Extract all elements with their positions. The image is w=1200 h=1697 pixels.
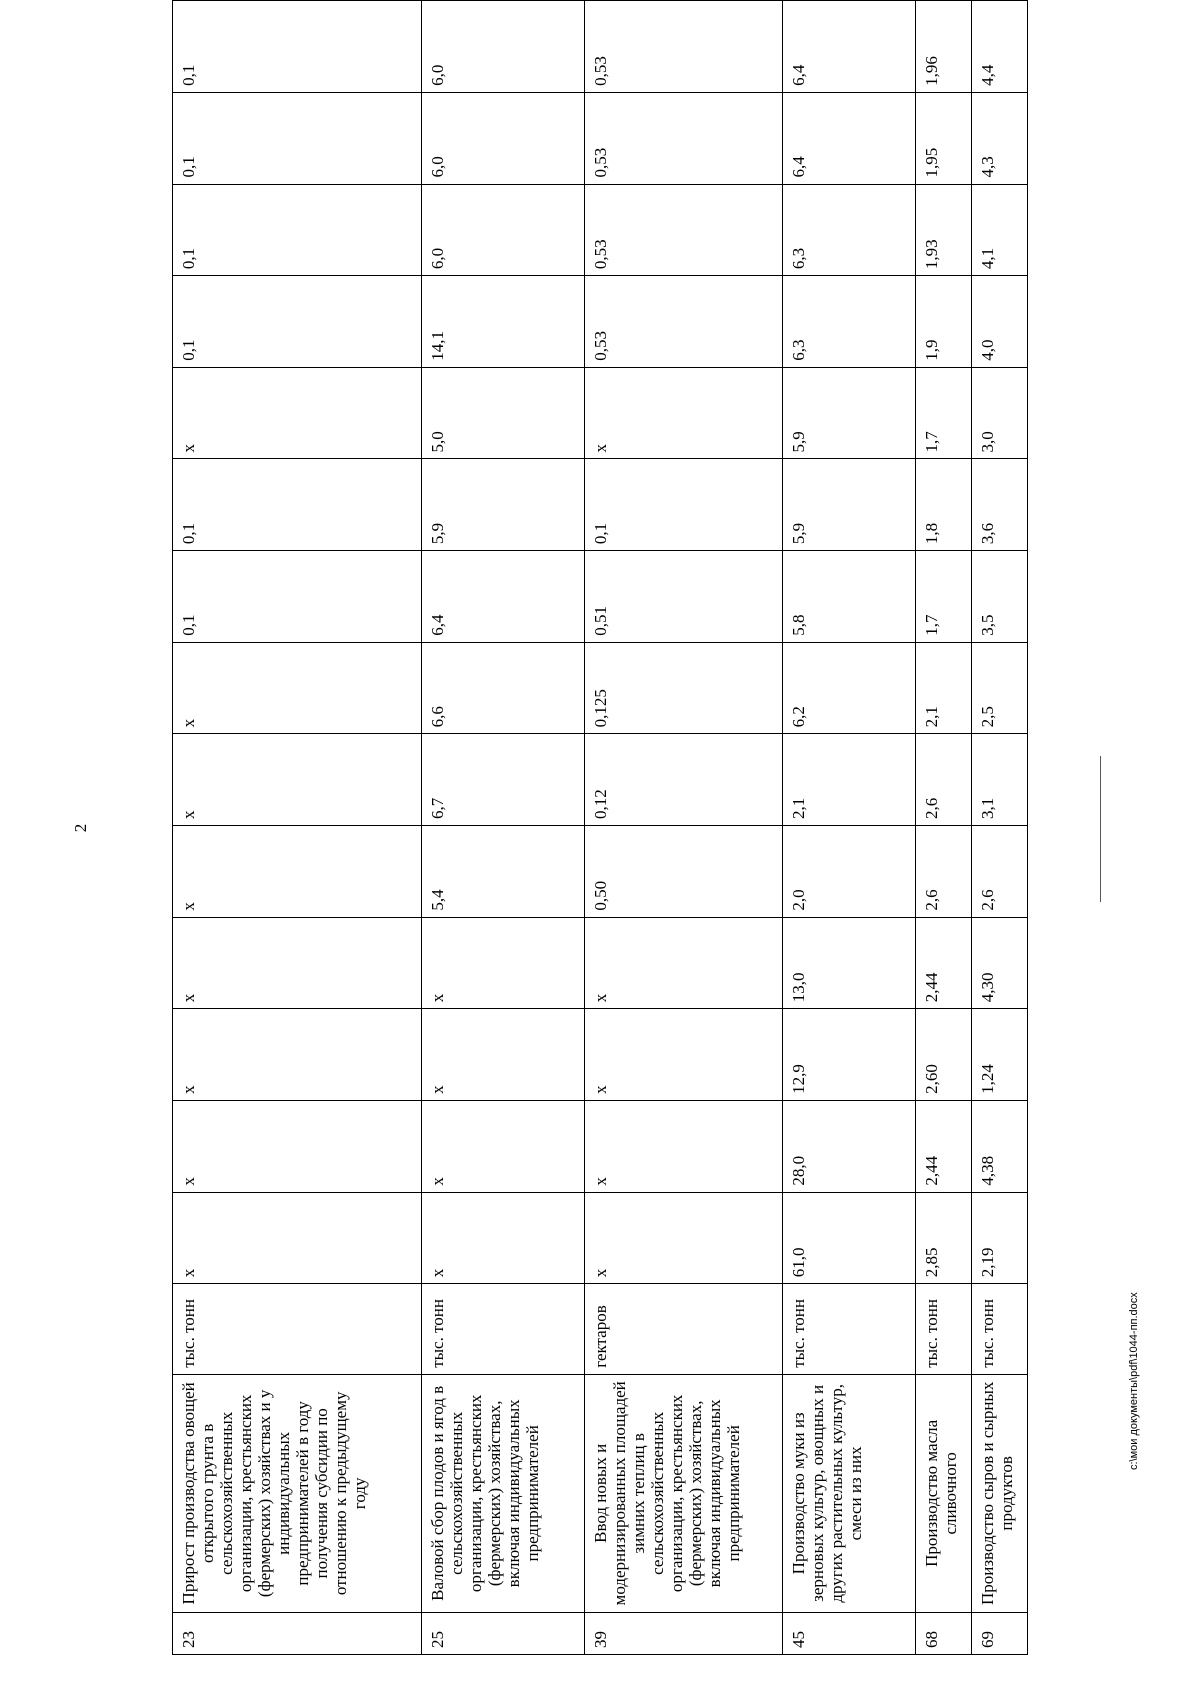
value-cell: 1,7	[916, 367, 972, 459]
value-cell: 2,44	[916, 1100, 972, 1192]
unit-cell: тыс. тонн	[972, 1284, 1028, 1375]
value-cell: х	[421, 1009, 584, 1101]
value-cell: 0,53	[584, 184, 782, 276]
file-path-footer: c:\мои документы\pdf\1044-пп.docx	[1128, 1292, 1140, 1470]
indicator-table-rotated	[172, 0, 1028, 1655]
value-cell: 5,9	[421, 459, 584, 551]
value-cell: 0,51	[584, 551, 782, 643]
row-number-cell: 23	[173, 1612, 422, 1654]
value-cell: 0,1	[173, 1, 422, 93]
value-cell: х	[173, 1009, 422, 1101]
table-row	[173, 1, 422, 1655]
value-cell: х	[584, 917, 782, 1009]
value-cell: 6,2	[783, 642, 916, 734]
value-cell: х	[584, 1100, 782, 1192]
value-cell: 6,3	[783, 276, 916, 368]
value-cell: х	[421, 1100, 584, 1192]
value-cell: 4,3	[972, 92, 1028, 184]
table-row	[972, 1, 1028, 1655]
value-cell: 5,8	[783, 551, 916, 643]
value-cell: 2,19	[972, 1192, 1028, 1284]
value-cell: 4,30	[972, 917, 1028, 1009]
value-cell: х	[421, 1192, 584, 1284]
value-cell: 2,85	[916, 1192, 972, 1284]
value-cell: 3,1	[972, 734, 1028, 826]
value-cell: 6,0	[421, 92, 584, 184]
value-cell: 6,6	[421, 642, 584, 734]
unit-cell: тыс. тонн	[916, 1284, 972, 1375]
unit-cell: тыс. тонн	[421, 1284, 584, 1375]
value-cell: 6,4	[421, 551, 584, 643]
row-number-cell: 25	[421, 1612, 584, 1654]
row-number-cell: 68	[916, 1612, 972, 1654]
value-cell: 6,3	[783, 184, 916, 276]
value-cell: 4,4	[972, 1, 1028, 93]
unit-cell: тыс. тонн	[783, 1284, 916, 1375]
value-cell: 2,6	[916, 826, 972, 918]
table-row	[421, 1, 584, 1655]
value-cell: х	[173, 917, 422, 1009]
row-number-cell: 45	[783, 1612, 916, 1654]
value-cell: х	[173, 367, 422, 459]
value-cell: х	[173, 826, 422, 918]
value-cell: х	[173, 642, 422, 734]
value-cell: 2,60	[916, 1009, 972, 1101]
value-cell: 0,53	[584, 92, 782, 184]
value-cell: 28,0	[783, 1100, 916, 1192]
row-number-cell: 69	[972, 1612, 1028, 1654]
value-cell: 13,0	[783, 917, 916, 1009]
value-cell: 2,1	[916, 642, 972, 734]
value-cell: х	[421, 917, 584, 1009]
value-cell: х	[584, 1192, 782, 1284]
value-cell: 0,1	[173, 92, 422, 184]
value-cell: 0,12	[584, 734, 782, 826]
value-cell: 0,1	[173, 459, 422, 551]
value-cell: 2,44	[916, 917, 972, 1009]
value-cell: 5,9	[783, 367, 916, 459]
value-cell: 5,0	[421, 367, 584, 459]
value-cell: х	[173, 734, 422, 826]
value-cell: 2,6	[916, 734, 972, 826]
value-cell: 1,24	[972, 1009, 1028, 1101]
value-cell: 0,53	[584, 276, 782, 368]
value-cell: 1,9	[916, 276, 972, 368]
value-cell: 6,4	[783, 1, 916, 93]
value-cell: 3,0	[972, 367, 1028, 459]
value-cell: х	[584, 1009, 782, 1101]
indicator-name-cell: Производство масла сливочного	[916, 1374, 972, 1612]
value-cell: 6,7	[421, 734, 584, 826]
value-cell: 6,4	[783, 92, 916, 184]
value-cell: х	[173, 1192, 422, 1284]
value-cell: 1,93	[916, 184, 972, 276]
value-cell: 4,0	[972, 276, 1028, 368]
value-cell: 6,0	[421, 184, 584, 276]
unit-cell: тыс. тонн	[173, 1284, 422, 1375]
value-cell: 0,53	[584, 1, 782, 93]
value-cell: 2,1	[783, 734, 916, 826]
value-cell: 3,5	[972, 551, 1028, 643]
value-cell: 1,96	[916, 1, 972, 93]
value-cell: 2,0	[783, 826, 916, 918]
value-cell: 0,1	[173, 184, 422, 276]
value-cell: 14,1	[421, 276, 584, 368]
indicator-table	[172, 0, 1028, 1655]
table-row	[584, 1, 782, 1655]
page-number: 2	[71, 823, 90, 833]
value-cell: 2,5	[972, 642, 1028, 734]
table-row	[916, 1, 972, 1655]
value-cell: 2,6	[972, 826, 1028, 918]
table-row	[783, 1, 916, 1655]
indicator-name-cell: Валовой сбор плодов и ягод в сельскохозяйственных организации, крестьянских (фермерских) хозяйствах, включая индивидуальных предпринимателей	[421, 1374, 584, 1612]
value-cell: 0,125	[584, 642, 782, 734]
unit-cell: гектаров	[584, 1284, 782, 1375]
value-cell: 5,9	[783, 459, 916, 551]
separator-line	[1100, 756, 1101, 902]
value-cell: 3,6	[972, 459, 1028, 551]
value-cell: 4,1	[972, 184, 1028, 276]
table-body	[173, 1, 1028, 1655]
value-cell: 1,8	[916, 459, 972, 551]
indicator-name-cell: Ввод новых и модернизированных площадей зимних теплиц в сельскохозяйственных организации, крестьянских (фермерских) хозяйствах, включая индивидуальных предпринимателей	[584, 1374, 782, 1612]
indicator-name-cell: Прирост производства овощей открытого грунта в сельскохозяйственных организации, крестьянских (фермерских) хозяйствах и у индивидуальных предпринимателей в году получения субсидии по отношению к предыдущему году	[173, 1374, 422, 1612]
value-cell: х	[173, 1100, 422, 1192]
row-number-cell: 39	[584, 1612, 782, 1654]
value-cell: 0,1	[173, 276, 422, 368]
value-cell: 1,7	[916, 551, 972, 643]
value-cell: 1,95	[916, 92, 972, 184]
indicator-name-cell: Производство муки из зерновых культур, овощных и других растительных культур, смеси из них	[783, 1374, 916, 1612]
value-cell: 5,4	[421, 826, 584, 918]
value-cell: 61,0	[783, 1192, 916, 1284]
indicator-name-cell: Производство сыров и сырных продуктов	[972, 1374, 1028, 1612]
value-cell: 4,38	[972, 1100, 1028, 1192]
value-cell: 0,50	[584, 826, 782, 918]
value-cell: 6,0	[421, 1, 584, 93]
value-cell: 0,1	[173, 551, 422, 643]
value-cell: 12,9	[783, 1009, 916, 1101]
value-cell: х	[584, 367, 782, 459]
value-cell: 0,1	[584, 459, 782, 551]
